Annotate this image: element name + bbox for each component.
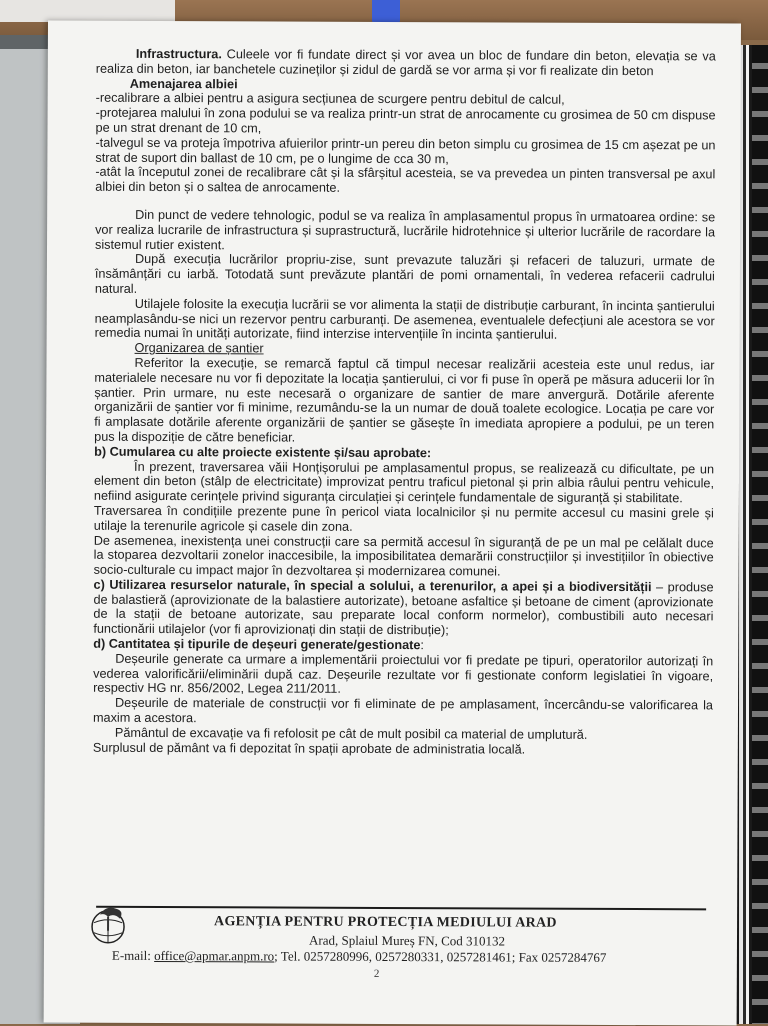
binder-clips-right — [752, 45, 768, 1024]
section-c-heading: c) Utilizarea resurselor naturale, în special a solului, a terenurilor, a apei și a biodiversității — [93, 577, 652, 595]
document-page — [44, 20, 741, 1025]
utilajele-paragraph: Utilajele folosite la execuția lucrării se vor alimenta la stații de distribuție carburant, în incinta șantierului neamplasându-se nici un rezervor pentru carburanți. De asemenea, eventualele defecțiuni ale acestora se vor remedia numai în unități autorizate, fiind interzise intervențiile în incinta șantierului. — [94, 296, 715, 343]
paper-underneath — [0, 0, 175, 22]
section-b-paragraph: În prezent, traversarea văii Honțișorului pe amplasamentul propus, se realizează cu dificultate, pe un element din beton (stâlp de electricitate) improvizat pentru traficul pietonal și prin albia râului pentru vehicule, nefiind asigurate cerințele privind siguranța circulației și cerințele fundamentale de siguranță și stabilitate. — [93, 459, 715, 506]
section-b-paragraph: De asemenea, inexistența unei construcții care sa permită accesul în siguranță de pe un mal pe celălalt duce la stoparea dezvoltarii zonelor inaccesibile, la imposibilitatea demarării construcțiilor și investițiilor în obiective socio-culturale cu impact major în dezvoltarea și modernizarea comunei. — [93, 533, 714, 579]
amenajare-item: -talvegul se va proteja împotriva afuierilor printr-un pereu din beton simplu cu grosimea de 15 cm așezat pe un strat de suport din ballast de 10 cm, pe o lungime de cca 30 m, — [95, 135, 716, 166]
section-c-text: – produse de balastieră (aprovizionate de la balastiere autorizate), betoane asfaltice și betoane de ciment (aprovizionate de la stații de betoane autorizate, sau preparate local conform normelor), combustibili auto necesari functionării utilajelor (vor fi aprovizionați din stații de distribuție); — [93, 580, 714, 638]
agency-logo-icon — [86, 901, 130, 949]
section-d-heading: d) Cantitatea și tipurile de deșeuri generate/gestionate — [93, 636, 421, 653]
footer-divider — [96, 906, 706, 911]
document-body — [93, 47, 716, 758]
organizarea-paragraph: Referitor la execuție, se remarcă faptul că timpul necesar realizării acesteia este unul redus, iar materialele necesare nu vor fi depozitate la locația șantierului, ci vor fi puse în operă pe măsura aducerii lor în șantier. Prin urmare, nu este necesară o organizare de santier de mare anvergură. Dotările aferente organizării de șantier vor fi minime, rezumându-se la un numar de două toalete ecologice. Locația pe care vor fi amplasate dotările aferente organizării de șantier se găsește în imediata apropiere a podului, pe un teren pus la dispoziție de către beneficiar. — [94, 355, 715, 445]
dupa-executia-paragraph: După execuția lucrărilor propriu-zise, sunt prevazute taluzări și refaceri de taluzuri, urmate de însămânțări cu iarbă. Totodată sunt prevăzute plantări de pomi ornamentali, în vederea refacerii cadrului natural. — [94, 252, 715, 296]
amenajare-item: -recalibrare a albiei pentru a asigura secțiunea de scurgere pentru debitul de calcul, — [95, 91, 565, 108]
agency-contact — [112, 948, 607, 966]
section-d-paragraph: Deșeurile generate ca urmare a implementării proiectului vor fi predate pe tipuri, operatorilor autorizați în vederea valorificării/eliminării după caz. Deșeurile rezultate vor fi gestionate conform legislatiei în vigoare, respectiv HG nr. 856/2002, Legea 211/2011. — [93, 651, 714, 697]
agency-name: AGENȚIA PENTRU PROTECȚIA MEDIULUI ARAD — [214, 914, 557, 931]
infrastructura-paragraph — [96, 47, 716, 79]
section-b-heading: b) Cumularea cu alte proiecte existente și/sau aprobate: — [94, 444, 432, 460]
amenajare-item: -atât la începutul zonei de recalibrare cât și la sfârșitul acesteia, se va prevedea un pinten transversal pe axul albiei din beton și o saltea de anrocamente. — [95, 165, 716, 195]
email-link[interactable]: office@apmar.anpm.ro — [154, 947, 275, 964]
organizarea-heading: Organizarea de șantier — [134, 341, 264, 356]
section-d-paragraph: Pământul de excavație va fi refolosit pe cât de mult posibil ca material de umplutură. — [114, 725, 588, 742]
agency-address: Arad, Splaiul Mureș FN, Cod 310132 — [308, 932, 506, 949]
amenajarea-heading: Amenajarea albiei — [129, 76, 238, 91]
tehnologic-paragraph: Din punct de vedere tehnologic, podul se va realiza în amplasamentul propus în urmatoarea ordine: se vor realiza lucrarile de infrastructura și suprastructură, lucrările hidrotehnice și ulterior lucrările de racordare la sistemul rutier existent. — [94, 207, 716, 252]
email-label: E-mail: — [111, 947, 155, 963]
infrastructura-text: Culeele vor fi fundate direct și vor avea un bloc de fundare din beton, elevația se va realiza din beton, iar banchetele cuzineților și zidul de gardă se vor arma și vor fi realizate din beton — [95, 47, 716, 78]
section-d-colon: : — [420, 638, 424, 653]
section-b-paragraph: Traversarea în condițiile prezente pune în pericol viata localnicilor și nu permite accesul cu masini grele și utilaje la terenurile agricole și casele din zona. — [93, 503, 714, 534]
phone-fax: ; Tel. 0257280996, 0257280331, 0257281461; Fax 0257284767 — [274, 948, 607, 965]
section-d-paragraph: Deșeurile de materiale de construcții vor fi eliminate de pe amplasament, încercându-se valorificarea la maxim a acestora. — [92, 696, 714, 726]
infrastructura-label: Infrastructura. — [135, 46, 222, 62]
section-c-paragraph — [93, 578, 713, 640]
amenajare-item: -protejarea malului în zona podului se va realiza printr-un strat de anrocamente cu grosimea de 50 cm dispuse pe un strat drenant de 10 cm, — [95, 105, 716, 136]
section-d-paragraph: Surplusul de pământ va fi depozitat în spații aprobate de administratia locală. — [92, 740, 526, 757]
page-number: 2 — [373, 967, 380, 980]
